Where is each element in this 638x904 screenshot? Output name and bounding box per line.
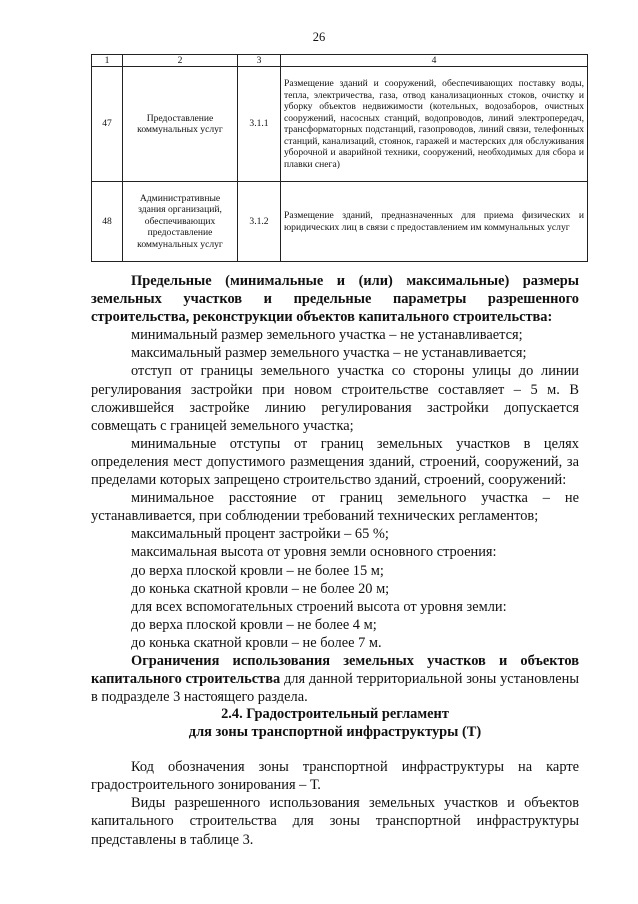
row-number: 48 <box>92 182 123 262</box>
restrictions-bold: Ограничения использования земельных участков и объектов капитального строительства <box>91 652 579 688</box>
use-type-name: Предоставление коммунальных услуг <box>123 67 238 182</box>
limit-item: минимальные отступы от границ земельных участков в целях определения мест допустимого размещения зданий, строений, сооружений, за пределами которых запрещено строительство зданий, строений, сооружений: <box>91 435 579 489</box>
limit-item: до конька скатной кровли – не более 7 м. <box>131 634 382 651</box>
regulations-table <box>91 54 588 262</box>
table-header-row <box>92 55 588 67</box>
limit-item: максимальный размер земельного участка – не устанавливается; <box>131 345 527 362</box>
limit-item: до конька скатной кровли – не более 20 м; <box>131 580 390 597</box>
limit-item: до верха плоской кровли – не более 15 м; <box>131 562 384 579</box>
limits-heading: Предельные (минимальные и (или) максимальные) размеры земельных участков и предельные параметры разрешенного строительства, реконструкции объектов капитального строительства: <box>91 273 579 326</box>
restrictions-paragraph <box>91 652 579 706</box>
table-row <box>92 182 588 262</box>
row-number: 47 <box>92 67 123 182</box>
section-title-line1: 2.4. Градостроительный регламент <box>221 706 449 722</box>
section-paragraph: Виды разрешенного использования земельных участков и объектов капитального строительства для зоны транспортной инфраструктуры представлены в таблице 3. <box>91 795 579 848</box>
page-number: 26 <box>312 30 326 44</box>
header-cell: 1 <box>92 55 123 67</box>
limit-item: максимальный процент застройки – 65 %; <box>131 526 389 543</box>
limit-item: максимальная высота от уровня земли основного строения: <box>131 544 497 561</box>
limit-item: для всех вспомогательных строений высота от уровня земли: <box>131 598 507 615</box>
section-block <box>91 705 579 849</box>
header-cell: 3 <box>238 55 281 67</box>
use-type-code: 3.1.2 <box>238 182 281 262</box>
use-type-code: 3.1.1 <box>238 67 281 182</box>
use-type-name: Административные здания организаций, обеспечивающих предоставление коммунальных услуг <box>123 182 238 262</box>
restrictions-rest: для данной территориальной зоны установлены в подразделе 3 настоящего раздела. <box>91 671 579 706</box>
limit-item: отступ от границы земельного участка со стороны улицы до линии регулирования застройки при новом строительстве составляет – 5 м. В сложившейся застройке линию регулирования застройки допускается совмещать с границей земельного участка; <box>91 363 579 434</box>
limits-block <box>91 272 579 706</box>
limit-item: минимальное расстояние от границ земельного участка – не устанавливается, при соблюдении требований технических регламентов; <box>91 490 579 525</box>
section-paragraph: Код обозначения зоны транспортной инфраструктуры на карте градостроительного зонирования – Т. <box>91 759 579 794</box>
header-cell: 2 <box>123 55 238 67</box>
header-cell: 4 <box>281 55 588 67</box>
use-type-description: Размещение зданий и сооружений, обеспечивающих поставку воды, тепла, электричества, газа, отвод канализационных стоков, очистку и уборку объектов недвижимости (котельных, водозаборов, очистных сооружений, насосных станций, водопроводов, линий электропередач, трансформаторных подстанций, газопроводов, линий связи, телефонных станций, канализаций, стоянок, гаражей и мастерских для обслуживания уборочной и аварийной техники, сооружений, необходимых для сбора и плавки снега) <box>281 67 588 182</box>
section-title-line2: для зоны транспортной инфраструктуры (Т) <box>188 724 482 741</box>
limit-item: минимальный размер земельного участка – не устанавливается; <box>131 327 523 344</box>
limit-item: до верха плоской кровли – не более 4 м; <box>131 616 377 633</box>
use-type-description: Размещение зданий, предназначенных для приема физических и юридических лиц в связи с предоставлением им коммунальных услуг <box>281 182 588 262</box>
table-row <box>92 67 588 182</box>
